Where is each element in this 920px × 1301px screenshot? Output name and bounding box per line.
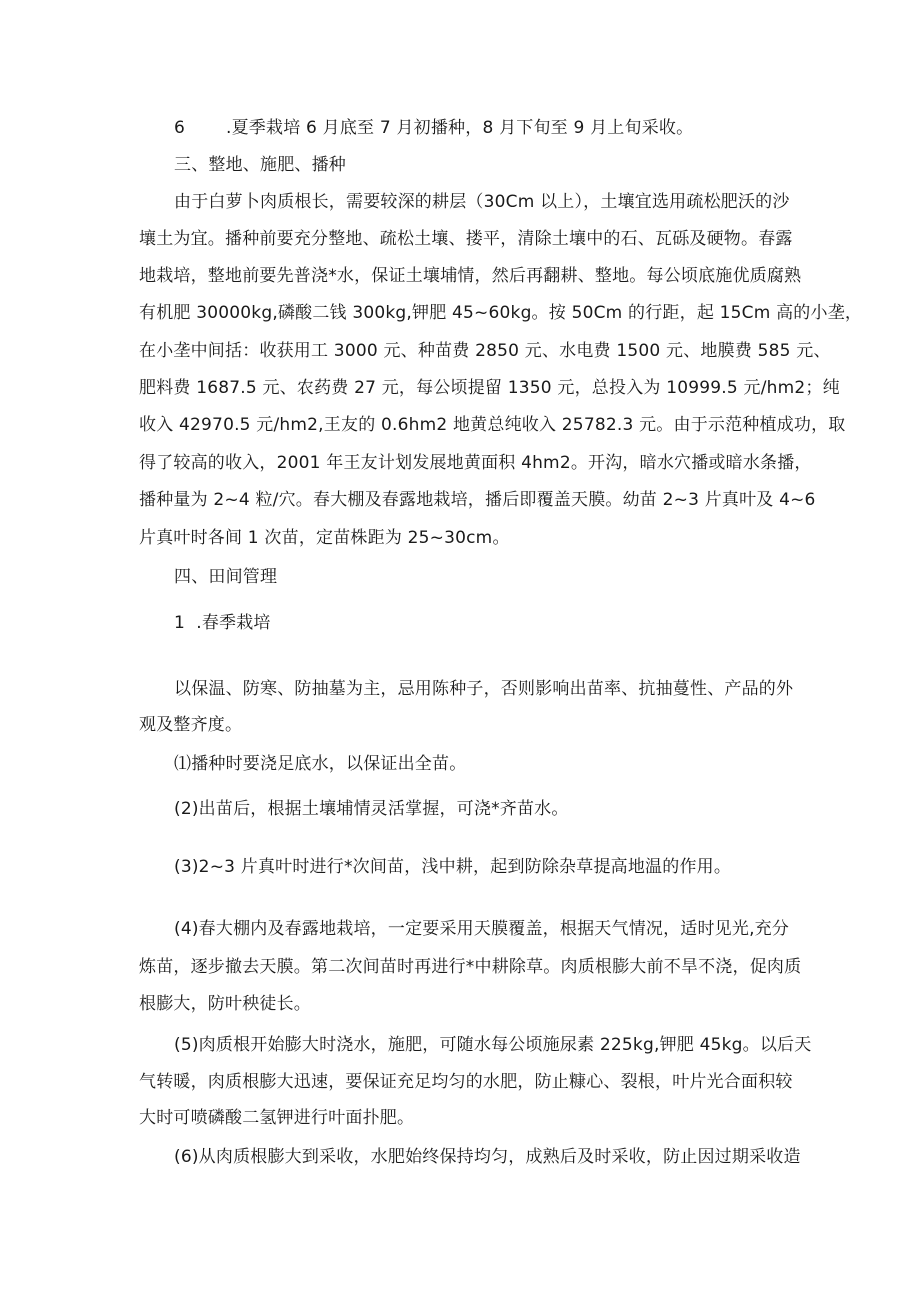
list-item-6: (6)从肉质根膨大到采收，水肥始终保持均匀，成熟后及时采收，防止因过期采收造 [174,1147,801,1167]
section-3-line: 有机肥 30000kg,磷酸二钱 300kg,钾肥 45~60kg。按 50Cm 的行距，起 15Cm 高的小垄， [139,303,863,323]
list-item-4-line: 炼苗，逐步撤去天膜。第二次间苗时再进行*中耕除草。肉质根膨大前不旱不浇，促肉质 [139,957,802,977]
section-3-line: 肥料费 1687.5 元、农药费 27 元，每公顷提留 1350 元，总投入为 10999.5 元/hm2；纯 [139,378,840,398]
section-3-line: 得了较高的收入，2001 年王友计划发展地黄面积 4hm2。开沟，暗水穴播或暗水条播， [139,453,812,473]
item-6-number: 6 [174,118,186,138]
item-6-text: .夏季栽培 6 月底至 7 月初播种，8 月下旬至 9 月上旬采收。 [226,118,694,138]
section-3-line: 收入 42970.5 元/hm2,王友的 0.6hm2 地黄总纯收入 25782.3 元。由于示范种植成功，取 [139,415,846,435]
section-3-line: 播种量为 2~4 粒/穴。春大棚及春露地栽培，播后即覆盖天膜。幼苗 2~3 片真叶及 4~6 [139,490,816,510]
subsection-1-heading: 1 .春季栽培 [174,613,271,633]
item-6 [174,116,693,140]
section-3-line: 在小垄中间括：收获用工 3000 元、种苗费 2850 元、水电费 1500 元、地膜费 585 元、 [139,341,831,361]
section-3-heading: 三、整地、施肥、播种 [174,155,346,175]
section-4-intro-line: 观及整齐度。 [139,715,243,735]
section-3-line: 地栽培，整地前要先普浇*水，保证土壤埔情，然后再翻耕、整地。每公顷底施优质腐熟 [139,266,802,286]
list-item-5-line: (5)肉质根开始膨大时浇水，施肥，可随水每公顷施尿素 225kg,钾肥 45kg。以后天 [174,1035,812,1055]
section-4-heading: 四、田间管理 [174,567,278,587]
list-item-5-line: 气转暖，肉质根膨大迅速，要保证充足均匀的水肥，防止糠心、裂根，叶片光合面积较 [139,1072,793,1092]
section-3-line: 片真叶时各间 1 次苗，定苗株距为 25~30cm。 [139,528,510,548]
list-item-3: (3)2~3 片真叶时进行*次间苗，浅中耕，起到防除杂草提高地温的作用。 [174,857,732,877]
section-4-intro-line: 以保温、防寒、防抽墓为主，忌用陈种子，否则影响出苗率、抗抽蔓性、产品的外 [174,679,794,699]
list-item-2: (2)出苗后，根据土壤埔情灵活掌握，可浇*齐苗水。 [174,799,569,819]
list-item-4-line: (4)春大棚内及春露地栽培，一定要采用天膜覆盖，根据天气情况，适时见光,充分 [174,919,790,939]
section-3-line: 壤土为宜。播种前要充分整地、疏松土壤、搂平，清除土壤中的石、瓦砾及硬物。春露 [139,229,793,249]
list-item-5-line: 大时可喷磷酸二氢钾进行叶面扑肥。 [139,1108,415,1128]
section-3-line: 由于白萝卜肉质根长，需要较深的耕层（30Cm 以上），土壤宜选用疏松肥沃的沙 [174,192,790,212]
list-item-4-line: 根膨大，防叶秧徒长。 [139,994,311,1014]
list-item-1: ⑴播种时要浇足底水，以保证出全苗。 [174,754,467,774]
